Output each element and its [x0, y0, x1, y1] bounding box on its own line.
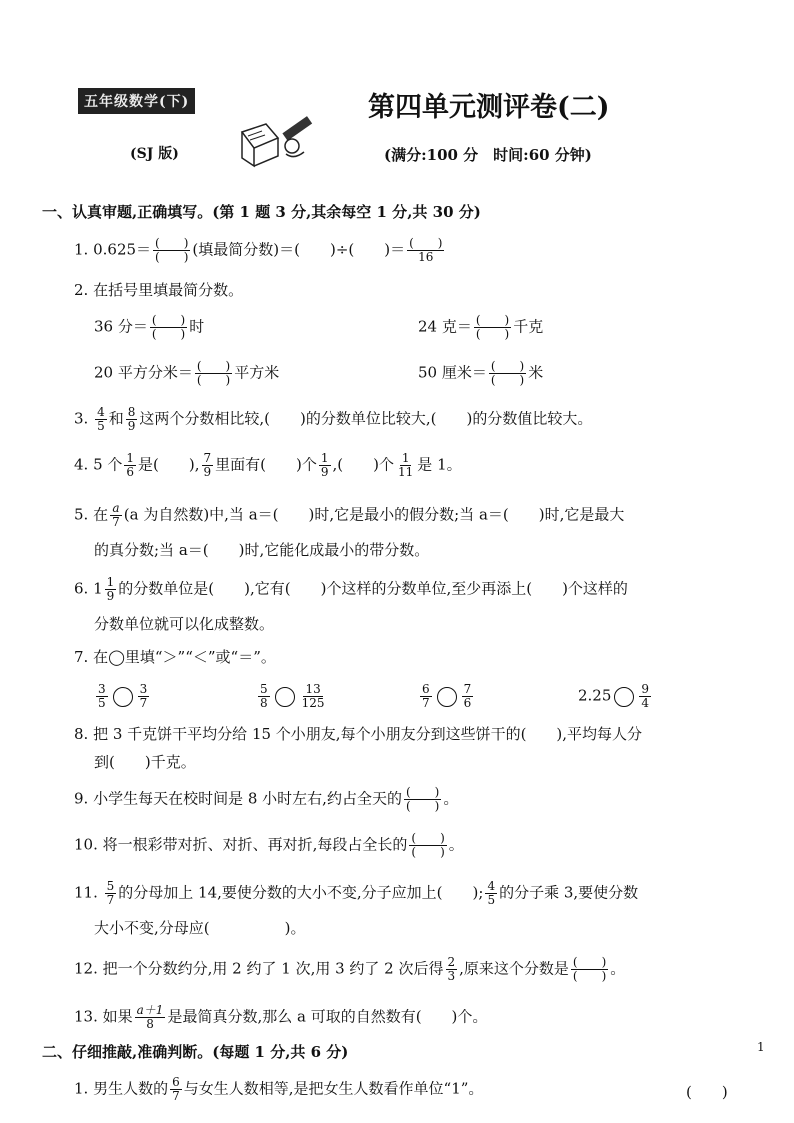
question-1-8: 8. 把 3 千克饼干平均分给 15 个小朋友,每个小朋友分到这些饼干的( ),平均每人分: [74, 725, 643, 743]
grade-badge: 五年级数学(下): [78, 88, 195, 114]
question-2-1: 1. 男生人数的 $\frac{6}{7}$ 与女生人数相等,是把女生人数看作单位“1”。: [74, 1075, 484, 1103]
question-1-13: 13. 如果 $\frac{a+1}{8}$ 是最简真分数,那么 a 可取的自然数有( )个。: [74, 1003, 488, 1031]
question-1-8-cont: 到( )千克。: [94, 753, 196, 771]
q2-item-1: 36 分＝ $\frac{( )}{( )}$ 时: [94, 313, 205, 341]
question-1-11: 11. $\frac{5}{7}$ 的分母加上 14,要使分数的大小不变,分子应加上( ); $\frac{4}{5}$ 的分子乘 3,要使分数: [74, 879, 639, 907]
question-1-4: 4. 5 个 $\frac{1}{6}$ 是( ), $\frac{7}{9}$ 里面有( )个 $\frac{1}{9}$ ,( )个 $\frac{1}{11}$ 是 1。: [74, 451, 462, 479]
section-1-heading: 一、认真审题,正确填写。(第 1 题 3 分,其余每空 1 分,共 30 分): [42, 203, 481, 221]
book-pencil-icon: [238, 110, 320, 168]
q2-item-3: 20 平方分米＝ $\frac{( )}{( )}$ 平方米: [94, 359, 280, 387]
compare-circle[interactable]: [113, 687, 133, 707]
compare-item-1: $\frac{3}{5}$ $\frac{3}{7}$: [98, 682, 148, 710]
score-time-info: (满分:100 分 时间:60 分钟): [384, 146, 592, 164]
compare-item-2: $\frac{5}{8}$ $\frac{13}{125}$: [260, 682, 325, 710]
question-1-7: 7. 在◯里填“＞”“＜”或“＝”。: [74, 648, 276, 666]
question-1-5-cont: 的真分数;当 a＝( )时,它能化成最小的带分数。: [94, 541, 430, 559]
question-1-6: 6. 1 $\frac{1}{9}$ 的分数单位是( ),它有( )个这样的分数单位,至少再添上( )个这样的: [74, 575, 628, 603]
question-1-6-cont: 分数单位就可以化成整数。: [94, 615, 275, 633]
question-1-10: 10. 将一根彩带对折、对折、再对折,每段占全长的 $\frac{( )}{( )}$ 。: [74, 831, 464, 859]
question-1-2: 2. 在括号里填最简分数。: [74, 281, 244, 299]
question-1-5: 5. 在 $\frac{a}{7}$ (a 为自然数)中,当 a＝( )时,它是最小的假分数;当 a＝( )时,它是最大: [74, 501, 625, 529]
page-number: 1: [757, 1040, 765, 1054]
question-1-1: 1. 0.625＝ $\frac{( )}{( )}$ (填最简分数)＝( )÷( )＝ $\frac{( )}{16}$: [74, 236, 443, 264]
compare-circle[interactable]: [437, 687, 457, 707]
compare-circle[interactable]: [614, 687, 634, 707]
question-1-12: 12. 把一个分数约分,用 2 约了 1 次,用 3 约了 2 次后得 $\frac{2}{3}$ ,原来这个分数是 $\frac{( )}{( )}$ 。: [74, 955, 626, 983]
q2-item-4: 50 厘米＝ $\frac{( )}{( )}$ 米: [418, 359, 544, 387]
judge-answer-blank[interactable]: ( ): [686, 1083, 728, 1101]
question-1-9: 9. 小学生每天在校时间是 8 小时左右,约占全天的 $\frac{( )}{( )}$ 。: [74, 785, 459, 813]
question-1-3: 3. $\frac{4}{5}$ 和 $\frac{8}{9}$ 这两个分数相比较,( )的分数单位比较大,( )的分数值比较大。: [74, 405, 593, 433]
compare-item-3: $\frac{6}{7}$ $\frac{7}{6}$: [422, 682, 472, 710]
page-title: 第四单元测评卷(二): [368, 92, 610, 123]
compare-circle[interactable]: [275, 687, 295, 707]
compare-item-4: 2.25 $\frac{9}{4}$: [578, 682, 650, 710]
section-2-heading: 二、仔细推敲,准确判断。(每题 1 分,共 6 分): [42, 1043, 349, 1061]
q2-item-2: 24 克＝ $\frac{( )}{( )}$ 千克: [418, 313, 544, 341]
question-1-11-cont: 大小不变,分母应( )。: [94, 919, 306, 937]
edition-label: (SJ 版): [130, 146, 179, 162]
